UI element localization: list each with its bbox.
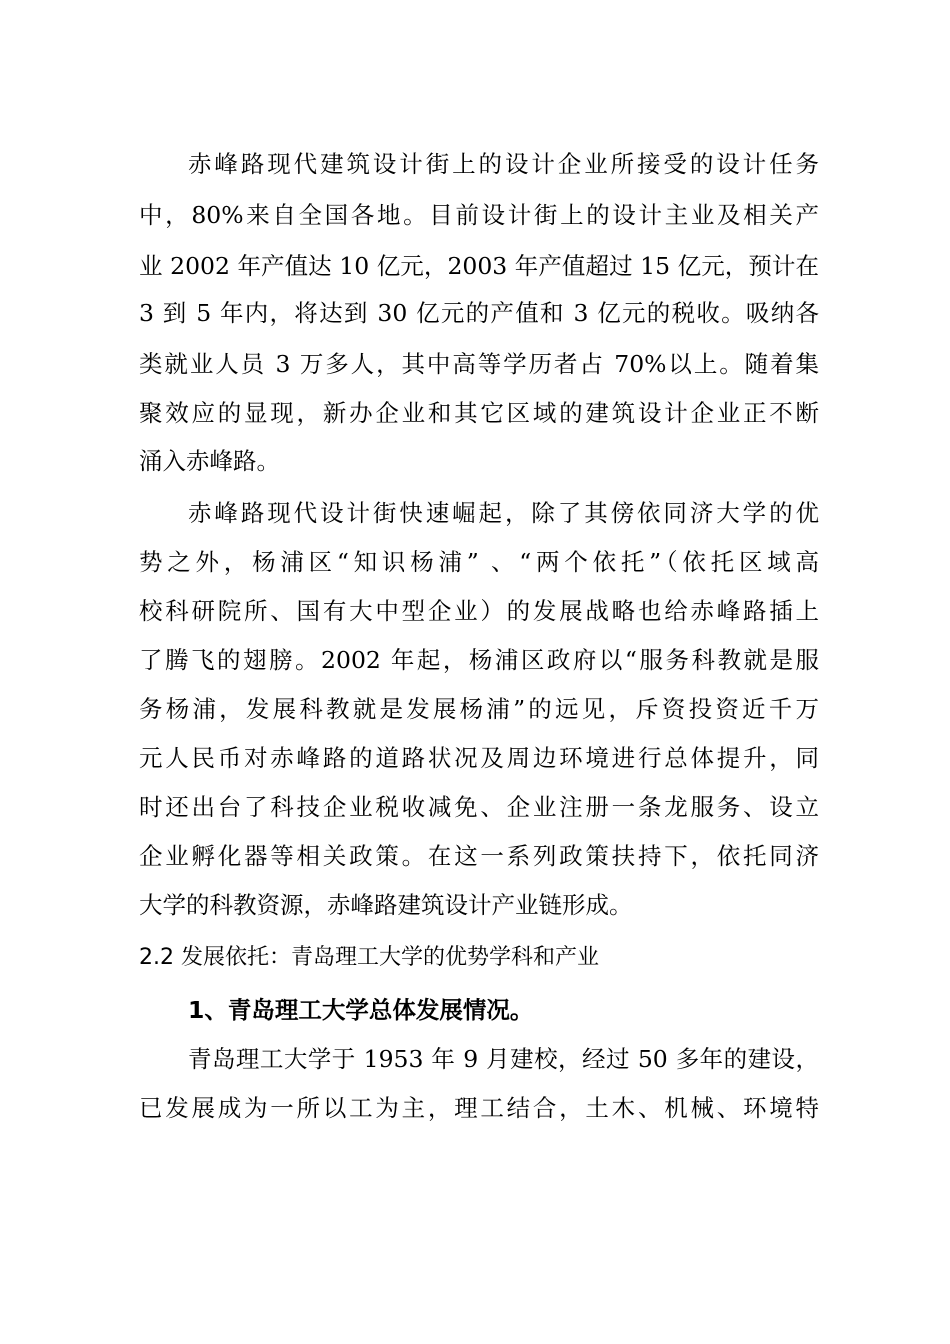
- subsection-heading: 1、青岛理工大学总体发展情况。: [188, 996, 534, 1024]
- paragraph-line: 势之外，杨浦区“知识杨浦” 、“两个依托”（依托区域高: [139, 548, 819, 576]
- paragraph-line: 类就业人员 3 万多人，其中高等学历者占 70%以上。随着集: [139, 350, 819, 378]
- paragraph-line: 务杨浦，发展科教就是发展杨浦”的远见，斥资投资近千万: [139, 695, 819, 723]
- paragraph-line: 青岛理工大学于 1953 年 9 月建校，经过 50 多年的建设，: [188, 1045, 819, 1073]
- paragraph-line: 企业孵化器等相关政策。在这一系列政策扶持下，依托同济: [139, 842, 819, 870]
- paragraph-line: 聚效应的显现，新办企业和其它区域的建筑设计企业正不断: [139, 399, 819, 427]
- paragraph-line: 3 到 5 年内，将达到 30 亿元的产值和 3 亿元的税收。吸纳各: [139, 299, 819, 327]
- paragraph-line: 了腾飞的翅膀。2002 年起，杨浦区政府以“服务科教就是服: [139, 646, 819, 674]
- paragraph-line: 校科研院所、国有大中型企业）的发展战略也给赤峰路插上: [139, 597, 819, 625]
- paragraph-line: 涌入赤峰路。: [139, 447, 280, 475]
- section-heading: 2.2 发展依托：青岛理工大学的优势学科和产业: [139, 945, 599, 970]
- paragraph-line: 赤峰路现代建筑设计街上的设计企业所接受的设计任务: [188, 150, 819, 178]
- paragraph-line: 已发展成为一所以工为主，理工结合，土木、机械、环境特: [139, 1094, 819, 1122]
- paragraph-line: 大学的科教资源，赤峰路建筑设计产业链形成。: [139, 891, 633, 919]
- paragraph-line: 中，80%来自全国各地。目前设计街上的设计主业及相关产: [139, 201, 819, 229]
- paragraph-line: 业 2002 年产值达 10 亿元，2003 年产值超过 15 亿元，预计在: [139, 252, 819, 280]
- paragraph-line: 元人民币对赤峰路的道路状况及周边环境进行总体提升，同: [139, 744, 819, 772]
- paragraph-line: 时还出台了科技企业税收减免、企业注册一条龙服务、设立: [139, 793, 819, 821]
- paragraph-line: 赤峰路现代设计街快速崛起，除了其傍依同济大学的优: [188, 499, 819, 527]
